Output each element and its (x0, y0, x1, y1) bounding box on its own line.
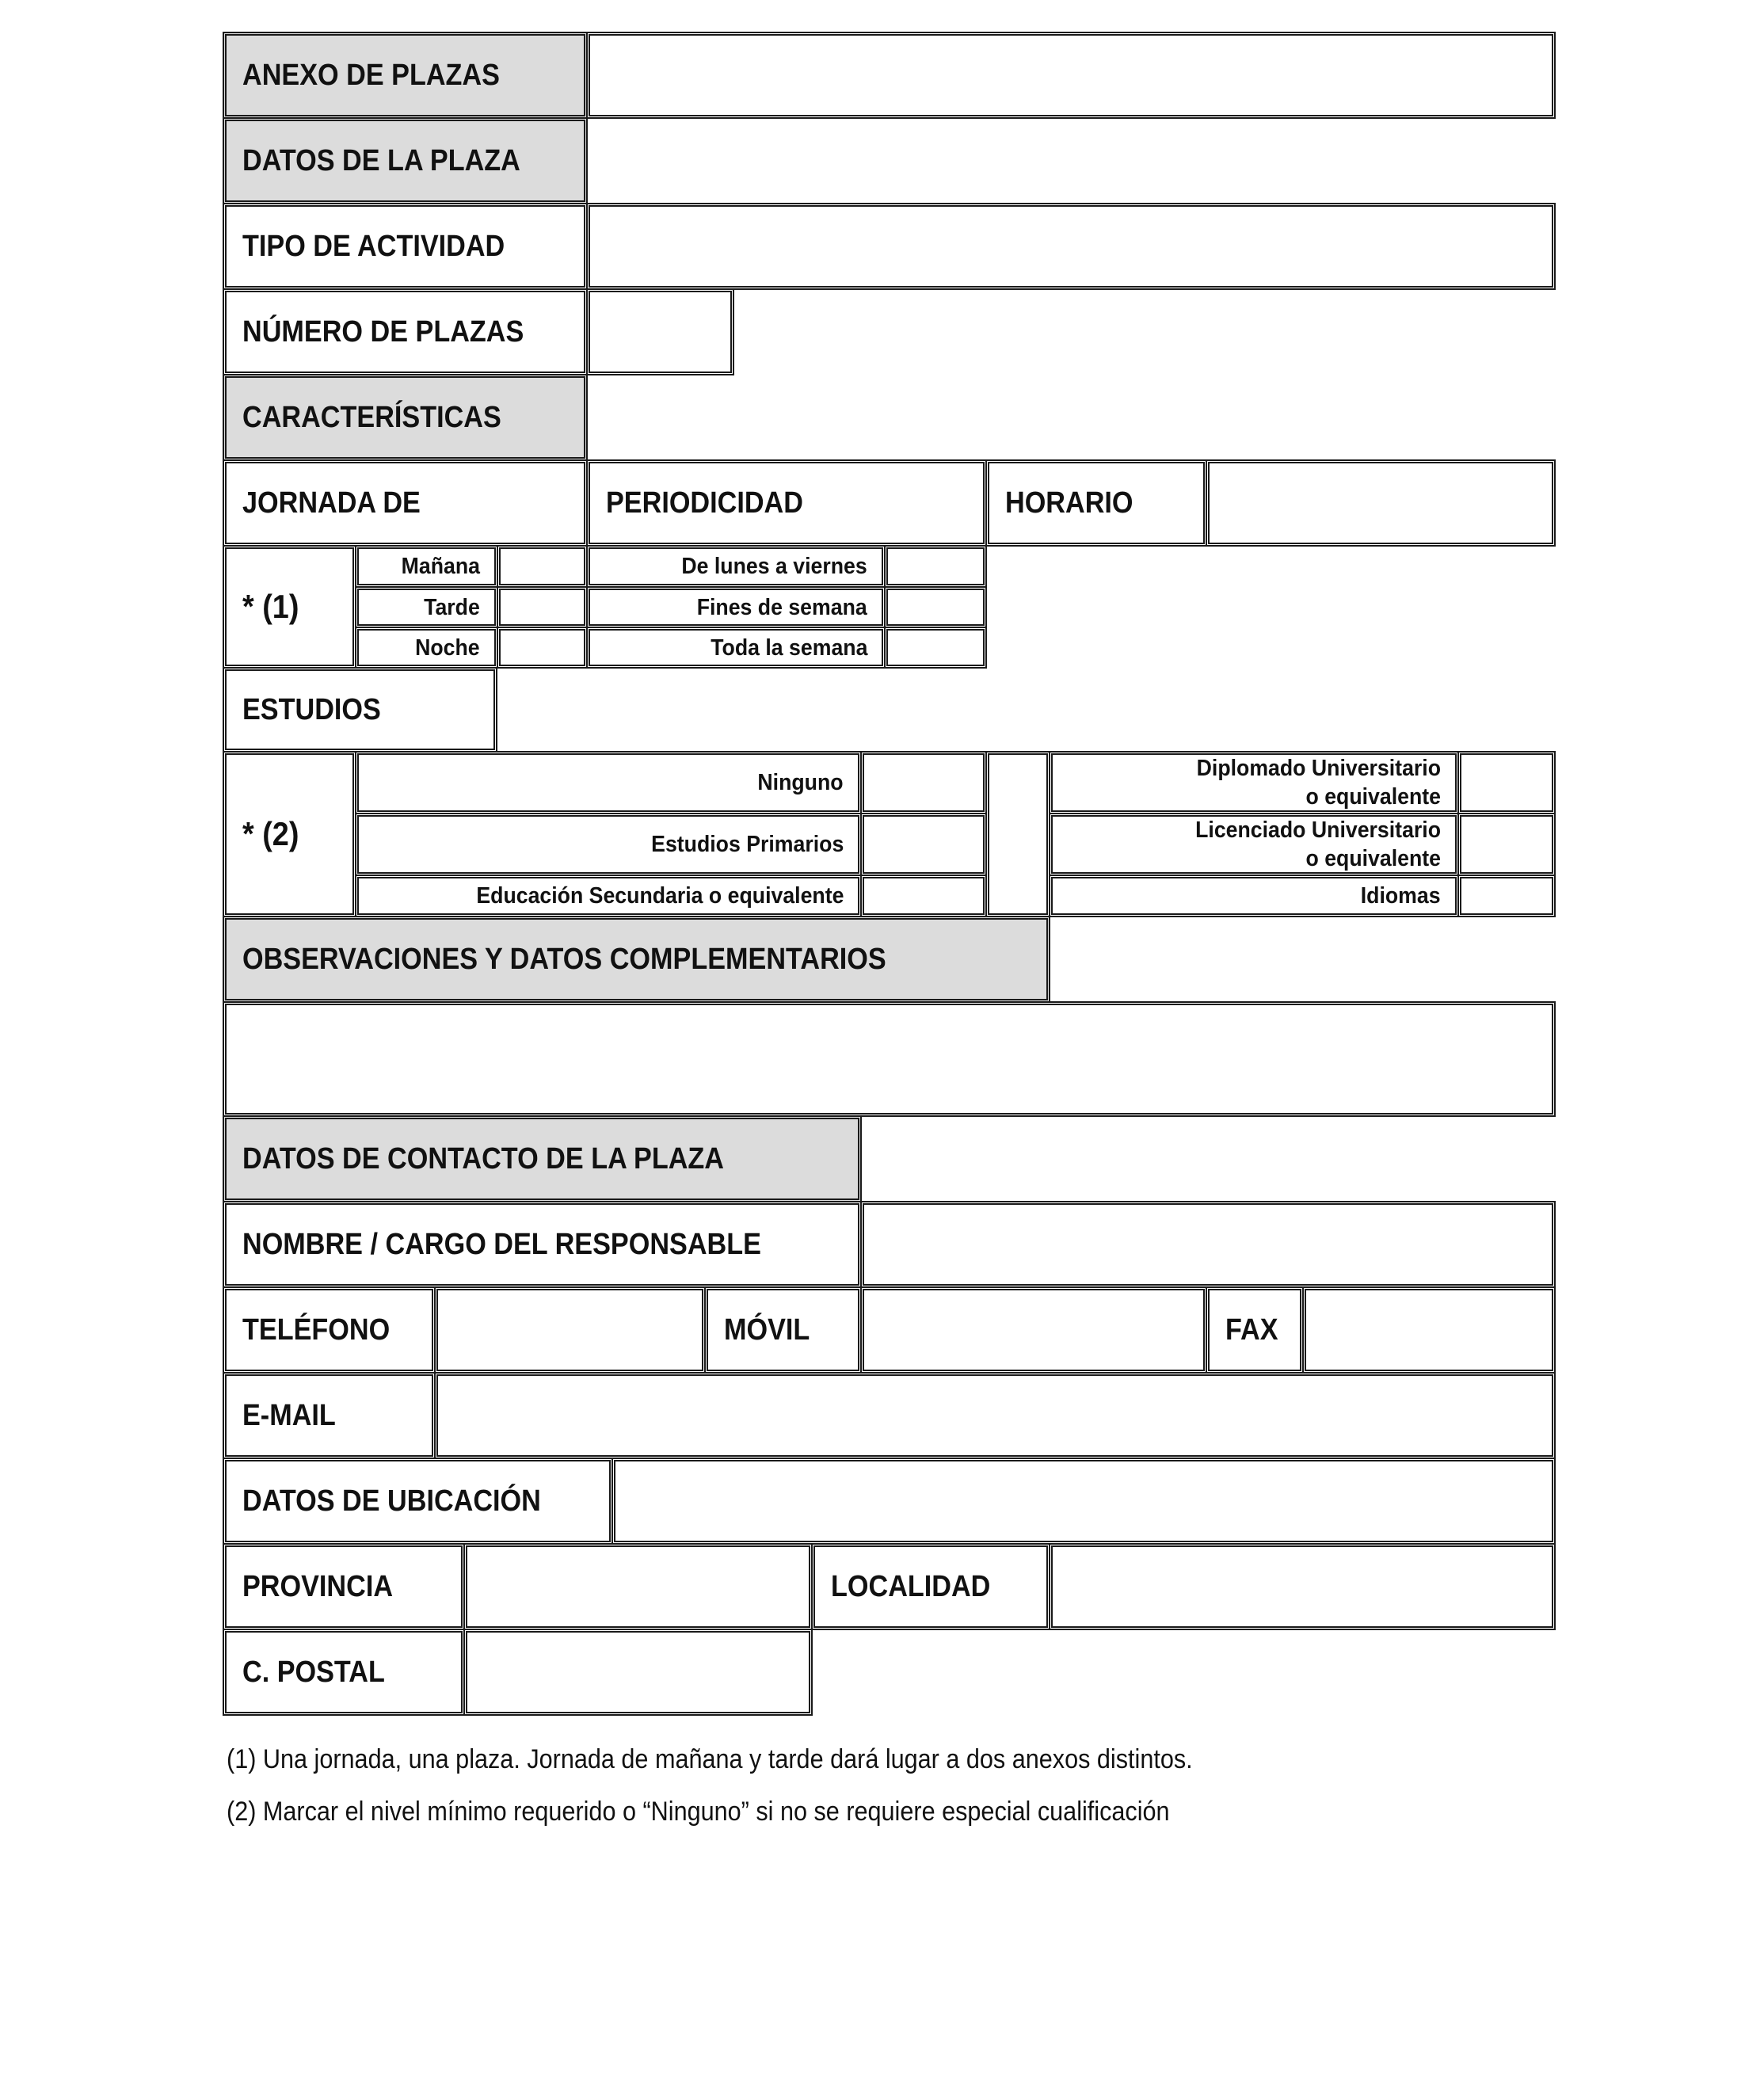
responsable-label: NOMBRE / CARGO DEL RESPONSABLE (223, 1201, 862, 1288)
estudios-checkbox-primarios[interactable] (860, 813, 987, 876)
jornada-checkbox-noche[interactable] (497, 627, 588, 669)
provincia-field[interactable] (463, 1543, 813, 1630)
observaciones-label: OBSERVACIONES Y DATOS COMPLEMENTARIOS (223, 916, 1050, 1003)
movil-label: MÓVIL (704, 1286, 862, 1374)
footnote-2: (2) Marcar el nivel mínimo requerido o “Ninguno” si no se requiere especial cualificación (227, 1797, 1170, 1827)
estudios-checkbox-ninguno[interactable] (860, 751, 987, 814)
periodicidad-checkbox-lunes-viernes[interactable] (884, 545, 987, 588)
ref2-label: * (2) (223, 751, 356, 917)
estudios-label: ESTUDIOS (223, 667, 497, 753)
movil-field[interactable] (860, 1286, 1207, 1374)
periodicidad-checkbox-toda-semana[interactable] (884, 627, 987, 669)
estudios-option-diplomado: Diplomado Universitario o equivalente (1049, 751, 1459, 814)
jornada-checkbox-manana[interactable] (497, 545, 588, 588)
footnote-1: (1) Una jornada, una plaza. Jornada de mañana y tarde dará lugar a dos anexos distintos. (227, 1744, 1193, 1774)
estudios-option-primarios: Estudios Primarios (355, 813, 862, 876)
numero-plazas-label: NÚMERO DE PLAZAS (223, 288, 588, 375)
periodicidad-option-fines-semana: Fines de semana (586, 586, 886, 628)
email-label: E-MAIL (223, 1372, 436, 1459)
estudios-checkbox-secundaria[interactable] (860, 875, 987, 917)
cpostal-field[interactable] (463, 1629, 813, 1716)
observaciones-field[interactable] (223, 1001, 1556, 1117)
fax-label: FAX (1206, 1286, 1304, 1374)
ref1-label: * (1) (223, 545, 356, 669)
periodicidad-label: PERIODICIDAD (586, 459, 987, 547)
estudios-checkbox-diplomado[interactable] (1457, 751, 1556, 814)
jornada-option-noche: Noche (355, 627, 498, 669)
jornada-checkbox-tarde[interactable] (497, 586, 588, 628)
jornada-option-tarde: Tarde (355, 586, 498, 628)
estudios-checkbox-licenciado[interactable] (1457, 813, 1556, 876)
estudios-option-idiomas: Idiomas (1049, 875, 1459, 917)
tipo-actividad-label: TIPO DE ACTIVIDAD (223, 203, 588, 290)
estudios-option-ninguno: Ninguno (355, 751, 862, 814)
caracteristicas-label: CARACTERÍSTICAS (223, 374, 588, 461)
localidad-field[interactable] (1049, 1543, 1556, 1630)
contacto-label: DATOS DE CONTACTO DE LA PLAZA (223, 1115, 862, 1202)
ubicacion-field[interactable] (611, 1458, 1556, 1545)
estudios-checkbox-idiomas[interactable] (1457, 875, 1556, 917)
localidad-label: LOCALIDAD (811, 1543, 1050, 1630)
periodicidad-option-toda-semana: Toda la semana (586, 627, 886, 669)
email-field[interactable] (434, 1372, 1556, 1459)
jornada-label: JORNADA DE (223, 459, 588, 547)
cpostal-label: C. POSTAL (223, 1629, 465, 1716)
numero-plazas-field[interactable] (586, 288, 734, 375)
anexo-label: ANEXO DE PLAZAS (223, 32, 588, 119)
horario-field[interactable] (1206, 459, 1556, 547)
anexo-field[interactable] (586, 32, 1556, 119)
tipo-actividad-field[interactable] (586, 203, 1556, 290)
periodicidad-checkbox-fines-semana[interactable] (884, 586, 987, 628)
responsable-field[interactable] (860, 1201, 1556, 1288)
provincia-label: PROVINCIA (223, 1543, 465, 1630)
datos-plaza-label: DATOS DE LA PLAZA (223, 117, 588, 204)
horario-label: HORARIO (985, 459, 1207, 547)
periodicidad-option-lunes-viernes: De lunes a viernes (586, 545, 886, 588)
ubicacion-label: DATOS DE UBICACIÓN (223, 1458, 613, 1545)
estudios-option-licenciado: Licenciado Universitario o equivalente (1049, 813, 1459, 876)
telefono-label: TELÉFONO (223, 1286, 436, 1374)
estudios-separator (985, 751, 1050, 917)
estudios-option-secundaria: Educación Secundaria o equivalente (355, 875, 862, 917)
jornada-option-manana: Mañana (355, 545, 498, 588)
fax-field[interactable] (1302, 1286, 1556, 1374)
telefono-field[interactable] (434, 1286, 706, 1374)
